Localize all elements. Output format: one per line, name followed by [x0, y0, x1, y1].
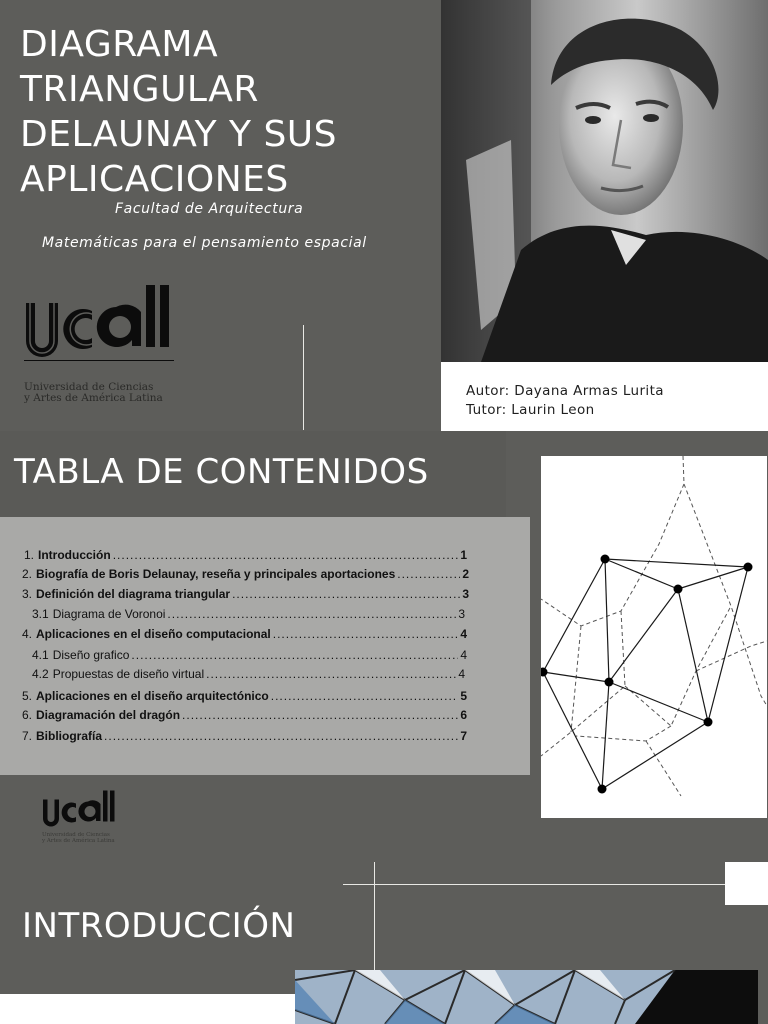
toc-leader: [104, 729, 458, 743]
toc-item[interactable]: [22, 627, 467, 643]
toc-leader: [271, 689, 459, 703]
toc-item-label: Biografía de Boris Delaunay, reseña y principales aportaciones: [36, 567, 396, 581]
toc-item-number: 4.: [22, 627, 33, 641]
toc-item[interactable]: [22, 587, 469, 603]
delaunay-voronoi-diagram: [541, 456, 767, 818]
toc-item-page: 4: [460, 627, 467, 641]
toc-item[interactable]: [22, 567, 469, 583]
toc-leader: [273, 627, 459, 641]
toc-item-label: Bibliografía: [36, 729, 103, 743]
toc-item-page: 3: [458, 607, 465, 621]
toc-leader: [206, 667, 456, 681]
toc-item-label: Definición del diagrama triangular: [36, 587, 231, 601]
toc-item-number: 6.: [22, 708, 33, 722]
toc-item-number: 3.1: [32, 607, 49, 621]
title-line: DIAGRAMA TRIANGULAR: [20, 24, 259, 110]
decorative-square: [725, 862, 768, 905]
toc-item-number: 4.2: [32, 667, 49, 681]
toc-item-number: 7.: [22, 729, 33, 743]
author-label: Autor: Dayana Armas Lurita: [466, 383, 664, 399]
toc-item[interactable]: [32, 667, 465, 683]
toc-leader: [131, 648, 458, 662]
document-title: [20, 22, 440, 202]
credits-box: [441, 362, 768, 431]
toc-item[interactable]: [32, 607, 465, 623]
toc-title: TABLA DE CONTENIDOS: [14, 452, 429, 492]
toc-item-label: Diagramación del dragón: [36, 708, 181, 722]
toc-item-page: 2: [462, 567, 469, 581]
toc-item-label: Introducción: [38, 548, 111, 562]
university-line: Universidad de Ciencias: [42, 832, 110, 838]
toc-item-page: 4: [458, 667, 465, 681]
intro-text-area: [0, 994, 295, 1024]
university-line: Universidad de Ciencias: [24, 381, 154, 393]
title-line: DELAUNAY Y SUS: [20, 114, 338, 155]
toc-item-page: 1: [460, 548, 467, 562]
toc-item-page: 6: [460, 708, 467, 722]
boris-delaunay-portrait: [441, 0, 768, 362]
toc-item-label: Aplicaciones en el diseño computacional: [36, 627, 271, 641]
toc-item-page: 7: [460, 729, 467, 743]
toc-item[interactable]: [22, 729, 467, 745]
toc-item[interactable]: [22, 708, 467, 724]
ucal-logo: [24, 285, 174, 367]
toc-leader: [113, 548, 459, 562]
university-line: y Artes de América Latina: [24, 392, 163, 404]
university-name: [24, 382, 163, 404]
toc-item-label: Propuestas de diseño virtual: [52, 667, 205, 681]
tutor-label: Tutor: Laurin Leon: [466, 402, 595, 418]
toc-item[interactable]: [32, 648, 467, 664]
toc-leader: [397, 567, 460, 581]
divider-line: [374, 862, 375, 970]
toc-item[interactable]: [24, 548, 467, 564]
ucal-logo-small: [42, 790, 117, 832]
toc-item-label: Aplicaciones en el diseño arquitectónico: [36, 689, 269, 703]
toc-item-number: 1.: [24, 548, 35, 562]
toc-item-number: 5.: [22, 689, 33, 703]
toc-item-page: 4: [460, 648, 467, 662]
toc-item-label: Diagrama de Voronoi: [52, 607, 166, 621]
title-line: APLICACIONES: [20, 159, 289, 200]
divider-line: [343, 884, 725, 885]
toc-item-label: Diseño grafico: [52, 648, 130, 662]
toc-item-number: 2.: [22, 567, 33, 581]
divider-line: [303, 325, 304, 430]
toc-item-number: 3.: [22, 587, 33, 601]
toc-item[interactable]: [22, 689, 467, 705]
course-label: Matemáticas para el pensamiento espacial: [42, 235, 367, 251]
toc-panel: [0, 517, 530, 775]
toc-item-number: 4.1: [32, 648, 49, 662]
toc-item-page: 5: [460, 689, 467, 703]
university-name-small: [42, 832, 115, 844]
triangulated-building-photo: [295, 970, 758, 1024]
toc-leader: [167, 607, 456, 621]
toc-item-page: 3: [462, 587, 469, 601]
toc-leader: [182, 708, 458, 722]
faculty-label: Facultad de Arquitectura: [115, 201, 304, 217]
toc-leader: [232, 587, 460, 601]
intro-title: INTRODUCCIÓN: [22, 906, 296, 946]
university-line: y Artes de América Latina: [42, 838, 115, 844]
